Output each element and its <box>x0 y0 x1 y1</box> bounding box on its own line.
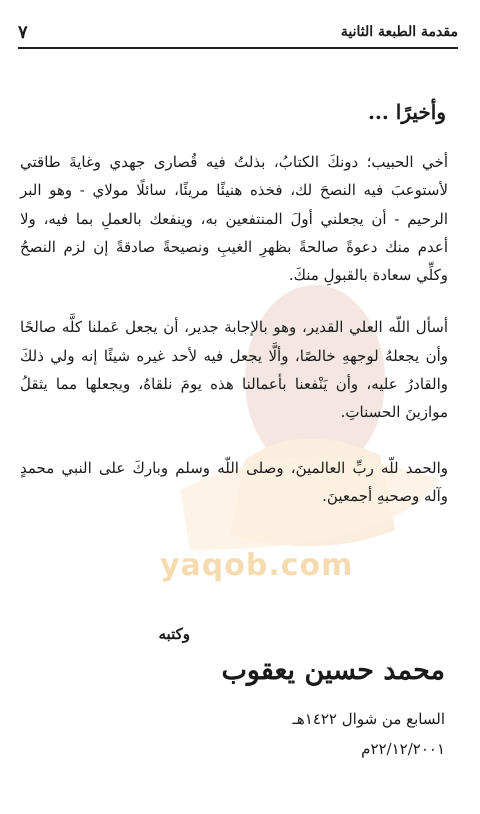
date-hijri: السابع من شوال ١٤٢٢هـ <box>292 710 445 728</box>
signature-intro: وكتبه <box>158 625 190 643</box>
paragraph: والحمد للّه ربِّ العالمينَ، وصلى اللّه وسلم وباركَ على النبي محمدٍ وآله وصحبهِ أجمعينَ. <box>20 458 448 505</box>
author-name: محمد حسين يعقوب <box>221 655 445 686</box>
page-number: ٧ <box>18 21 28 43</box>
paragraph: أسأل اللّه العلي القدير، وهو بالإجابة جدير، أن يجعل عَملنا كلَّه صالحًا وأن يجعلهُ لوجههِ خالصًا، وألَّا يجعل فيه لأحد غيره شيئًا إنه ولي ذلكَ والقادرُ عليه، وأن يَنْفعنا بأعمالنا هذه يومَ نلقاهُ، ويجعلها مما يثقلُ موازينَ الحسناتِ. <box>20 318 448 422</box>
section-heading: وأخيرًا ... <box>367 100 446 124</box>
paragraph: أخي الحبيب؛ دونكَ الكتابُ، بذلتُ فيه قُصارى جهدي وغايةَ طاقتي لأستوعبَ فيه النصحَ لك، فخذه هنيئًا مريئًا، سائلًا مولاي - وهو البر الرحيم - أن يجعلني أولَ المنتفعين به، وينفعك بالعملِ بما فيه، ولا أعدم منك دعوةً صالحةً بظهرِ الغيبِ ونصيحةً صادقةً إن لزم النصحُ وكلِّي سعادة بالقبولِ منكَ. <box>20 153 448 285</box>
page-header <box>18 22 458 42</box>
watermark-site: yaqob.com <box>160 548 354 583</box>
running-title: مقدمة الطبعة الثانية <box>340 24 458 40</box>
date-gregorian: ٢٢/١٢/٢٠٠١م <box>361 740 445 758</box>
header-rule <box>18 47 458 49</box>
body-text <box>20 148 448 510</box>
